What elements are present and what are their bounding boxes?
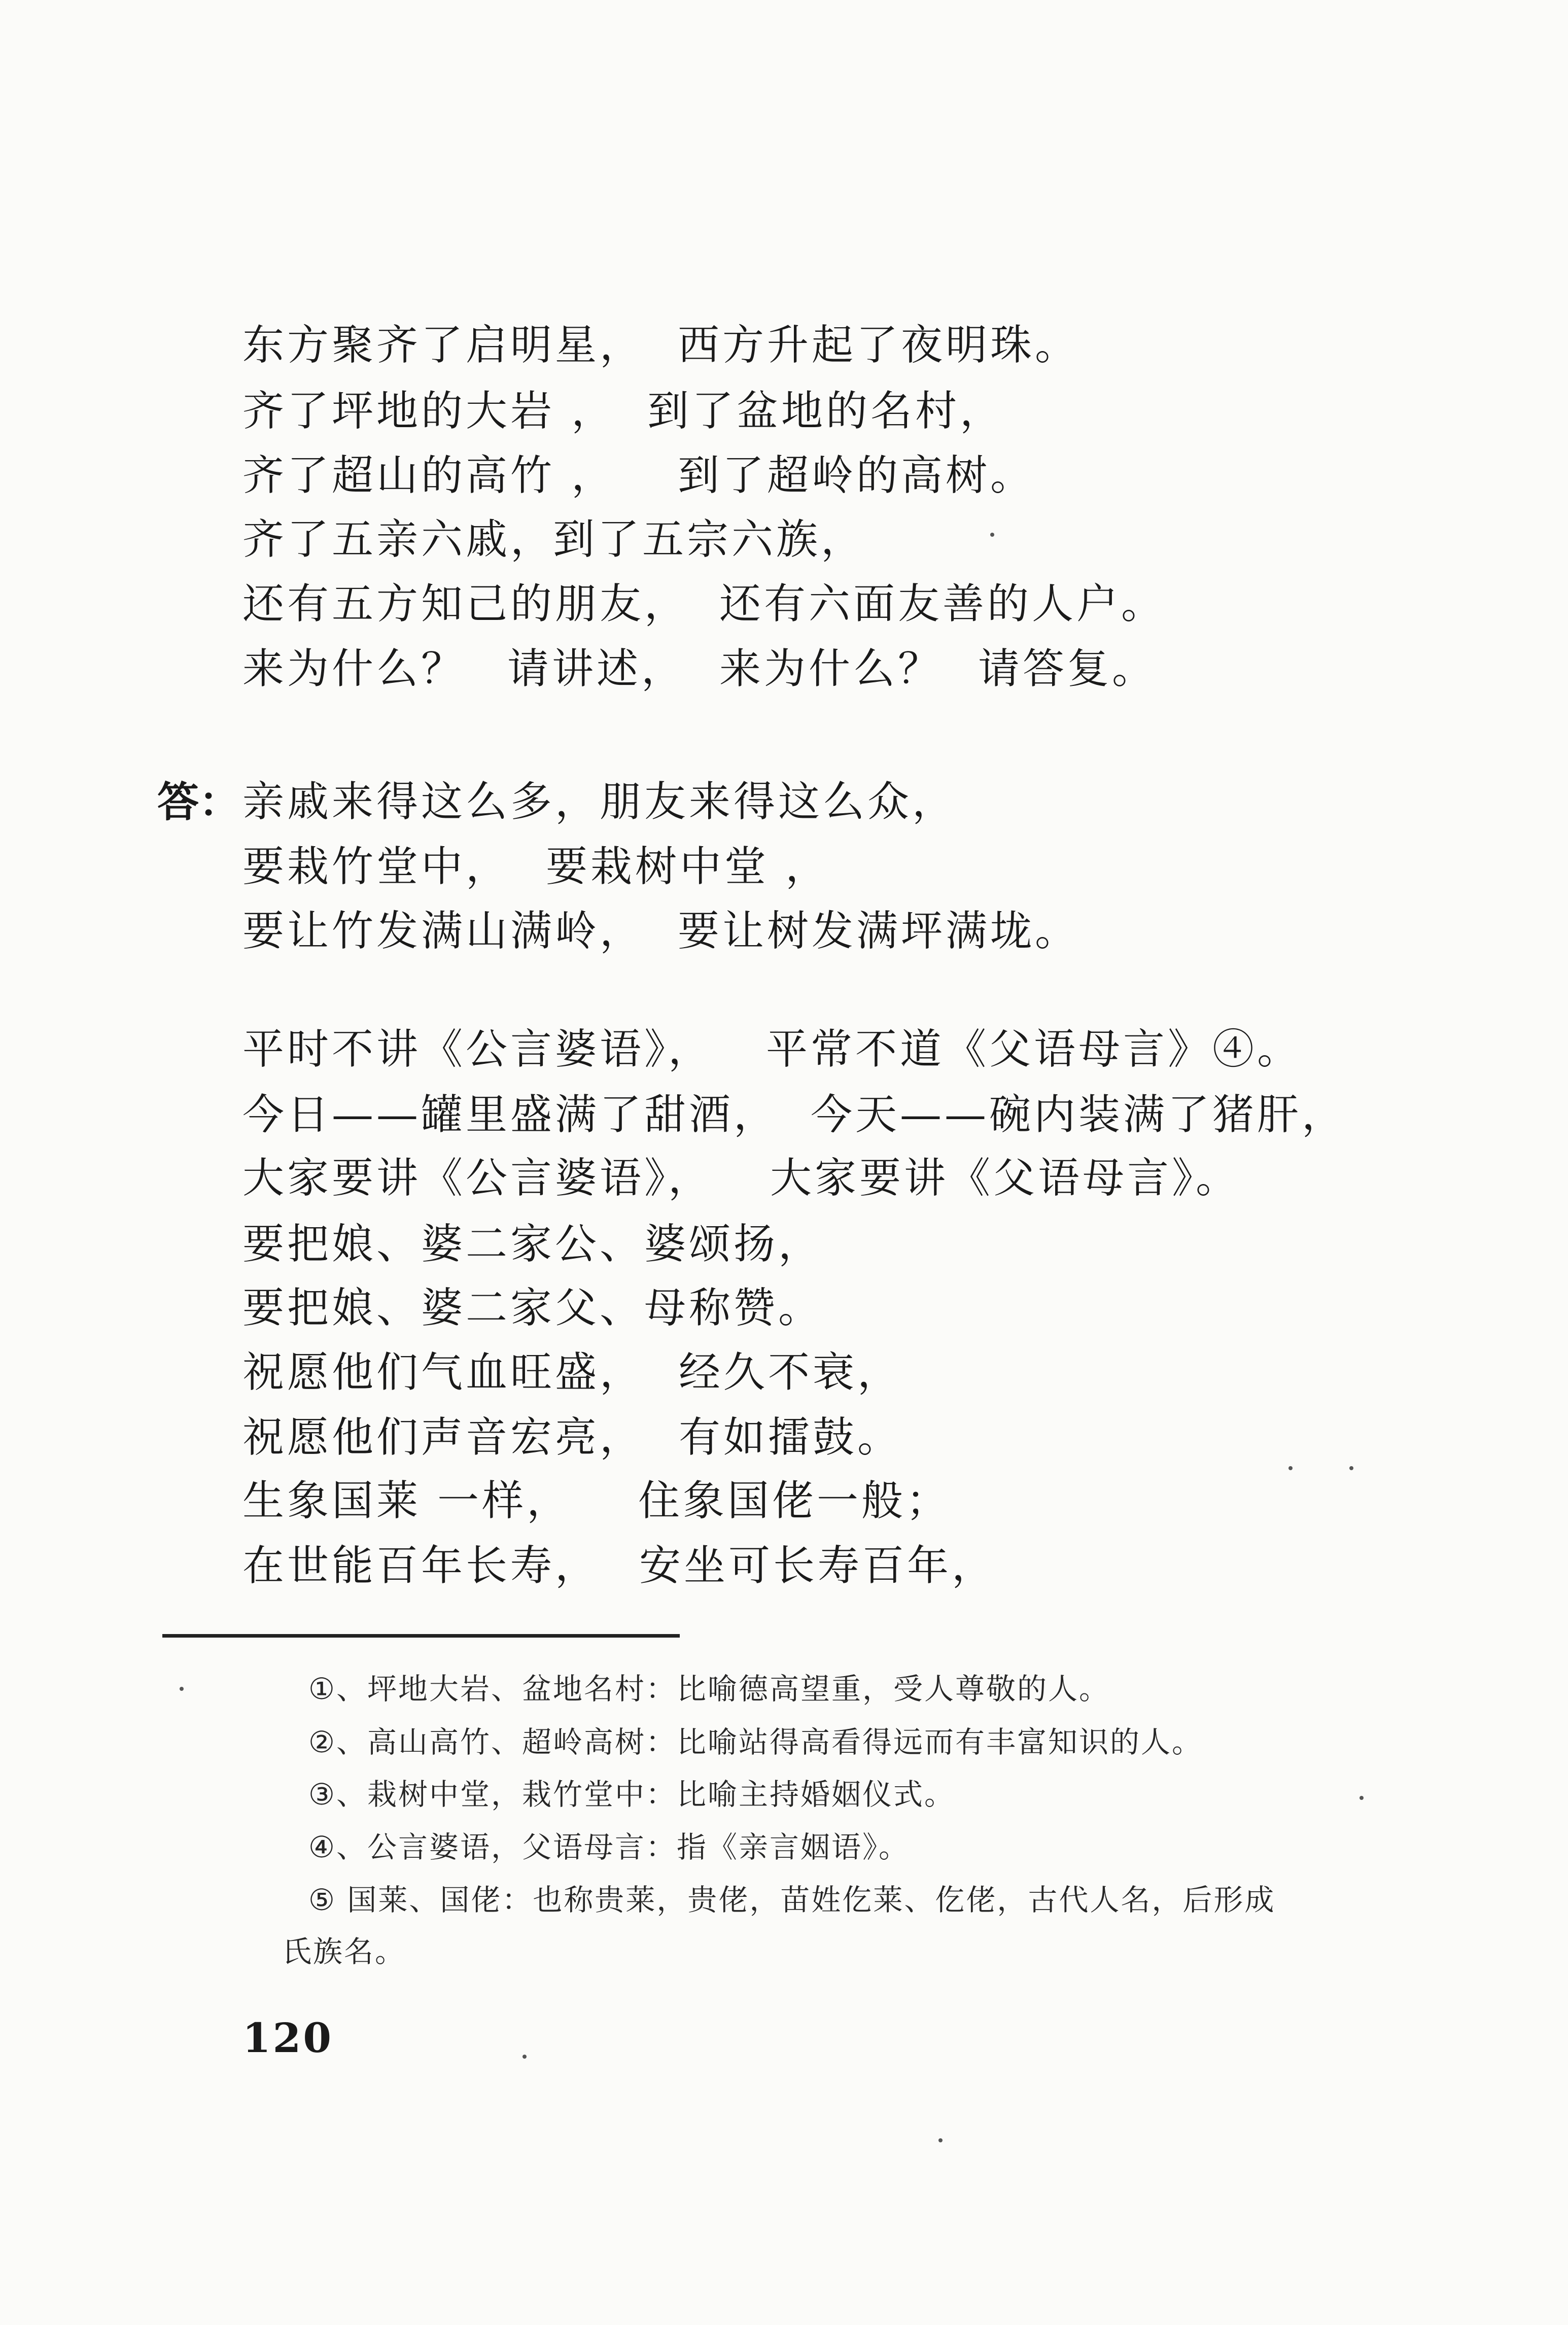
verse-half-left: 大家要讲《公言婆语》， [242, 1154, 713, 1202]
scan-speck [1288, 1466, 1293, 1470]
answer-marker: 答： [157, 778, 241, 826]
verse-phrase: 请讲述， [507, 645, 686, 693]
verse-half-left: 今日——罐里盛满了甜酒， [242, 1091, 779, 1139]
verse-half-right: 安坐可长寿百年， [639, 1542, 997, 1590]
verse-half-right: 到了盆地的名村， [647, 387, 1005, 435]
verse-half-left: 祝愿他们气血旺盛， [242, 1348, 645, 1397]
verse-half-right: 到了超岭的高树。 [678, 452, 1035, 500]
verse-text: 要把娘、婆二家公、婆颂扬， [242, 1220, 823, 1268]
footnote: ④、公言婆语，父语母言：指《亲言姻语》。 [308, 1830, 910, 1864]
scan-speck [938, 2138, 943, 2142]
answer-half-right: 要让树发满坪满垅。 [678, 907, 1080, 955]
verse-half-left: 祝愿他们声音宏亮， [242, 1413, 645, 1462]
verse-half-left: 齐了超山的高竹 ， [242, 452, 616, 500]
verse-half-left: 齐了五亲六戚， [242, 515, 555, 564]
footnote: ①、坪地大岩、盆地名村：比喻德高望重，受人尊敬的人。 [308, 1672, 1110, 1706]
verse-half-left: 齐了坪地的大岩 ， [242, 387, 616, 435]
verse-half-right: 有如擂鼓。 [679, 1413, 902, 1462]
verse-half-right: 住象国佬一般； [638, 1477, 951, 1525]
scan-speck [990, 533, 994, 537]
footnote: ③、栽树中堂，栽竹堂中：比喻主持婚姻仪式。 [308, 1777, 955, 1812]
verse-half-right: 经久不衰， [679, 1348, 902, 1397]
page-number: 120 [242, 2014, 333, 2062]
verse-half-right: 到了五宗六族， [553, 515, 866, 564]
verse-phrase: 请答复。 [978, 645, 1157, 693]
answer-text: 亲戚来得这么多，朋友来得这么众， [242, 778, 957, 826]
verse-half-left: 在世能百年长寿， [242, 1542, 600, 1590]
verse-half-right: 还有六面友善的人户。 [719, 580, 1166, 628]
scan-speck [1360, 1796, 1364, 1800]
verse-phrase: 来为什么？ [242, 645, 466, 693]
verse-text: 要把娘、婆二家父、母称赞。 [242, 1284, 823, 1332]
verse-half-right: 西方升起了夜明珠。 [678, 321, 1080, 369]
footnote: ⑤ 国莱、国佬：也称贵莱，贵佬，苗姓仡莱、仡佬，古代人名，后形成 [308, 1883, 1276, 1917]
scan-speck [1349, 1466, 1353, 1470]
footnote-divider [162, 1634, 680, 1638]
answer-half-left: 要让竹发满山满岭， [242, 907, 645, 955]
footnote: 氏族名。 [282, 1934, 406, 1969]
verse-half-right: 今天——碗内装满了猪肝， [811, 1091, 1347, 1139]
answer-half-right: 要栽树中堂 ， [546, 843, 830, 891]
answer-half-left: 要栽竹堂中， [242, 843, 511, 891]
verse-half-right: 平常不道《父语母言》④。 [766, 1025, 1302, 1073]
verse-half-left: 生象国莱 一样， [242, 1477, 572, 1525]
verse-phrase: 来为什么？ [719, 645, 943, 693]
verse-half-left: 还有五方知己的朋友， [242, 580, 689, 628]
verse-half-right: 大家要讲《父语母言》。 [770, 1154, 1241, 1202]
footnote: ②、高山高竹、超岭高树：比喻站得高看得远而有丰富知识的人。 [308, 1725, 1203, 1759]
verse-half-left: 平时不讲《公言婆语》， [242, 1025, 713, 1073]
scan-speck [180, 1687, 184, 1691]
verse-half-left: 东方聚齐了启明星， [242, 321, 645, 369]
scan-speck [522, 2055, 527, 2059]
